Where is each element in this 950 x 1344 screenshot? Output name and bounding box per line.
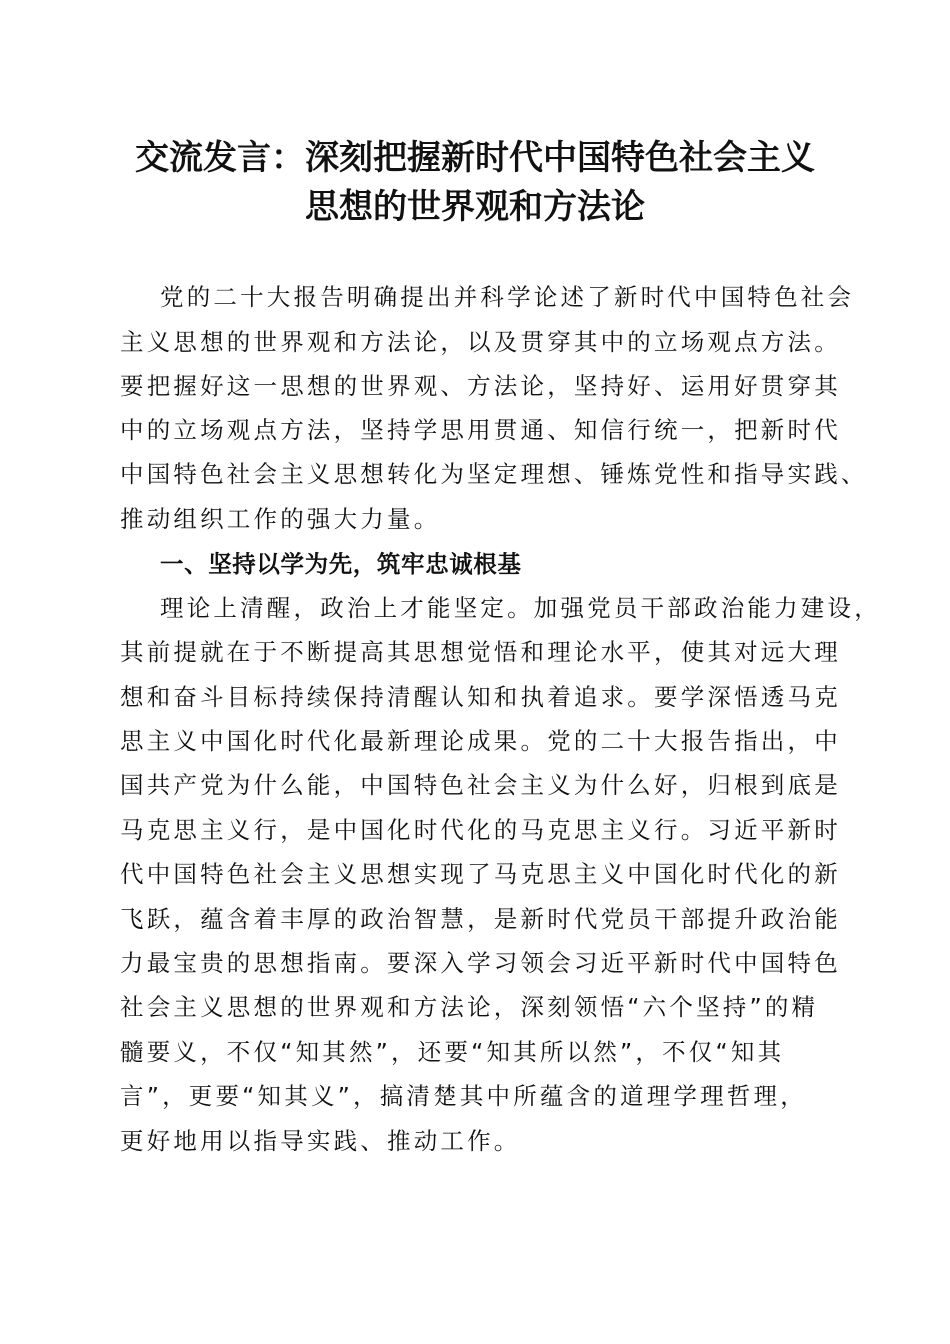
document-title-line-2: 思想的世界观和方法论 xyxy=(305,187,645,227)
paragraph-2-line: 言”，更要“知其义”，搞清楚其中所蕴含的道理学理哲理， xyxy=(120,1082,807,1110)
paragraph-1-line: 主义思想的世界观和方法论，以及贯穿其中的立场观点方法。 xyxy=(120,328,841,356)
paragraph-1-line: 中的立场观点方法，坚持学思用贯通、知信行统一，把新时代 xyxy=(120,416,841,444)
paragraph-2-line: 代中国特色社会主义思想实现了马克思主义中国化时代化的新 xyxy=(120,860,841,888)
paragraph-1-line: 推动组织工作的强大力量。 xyxy=(120,505,441,533)
paragraph-2-line: 想和奋斗目标持续保持清醒认知和执着追求。要学深悟透马克 xyxy=(120,683,841,711)
section-1-heading: 一、坚持以学为先，筑牢忠诚根基 xyxy=(160,550,522,578)
document-title-line-1: 交流发言：深刻把握新时代中国特色社会主义 xyxy=(135,138,815,178)
paragraph-2-line: 国共产党为什么能，中国特色社会主义为什么好，归根到底是 xyxy=(120,771,841,799)
paragraph-2-line: 其前提就在于不断提高其思想觉悟和理论水平，使其对远大理 xyxy=(120,638,841,666)
paragraph-2-line: 飞跃，蕴含着丰厚的政治智慧，是新时代党员干部提升政治能 xyxy=(120,905,841,933)
paragraph-1-line: 要把握好这一思想的世界观、方法论，坚持好、运用好贯穿其 xyxy=(120,372,841,400)
paragraph-2-line: 髓要义，不仅“知其然”，还要“知其所以然”，不仅“知其 xyxy=(120,1038,785,1066)
paragraph-2-line: 思主义中国化时代化最新理论成果。党的二十大报告指出，中 xyxy=(120,727,841,755)
paragraph-1-line: 中国特色社会主义思想转化为坚定理想、锤炼党性和指导实践、 xyxy=(120,460,868,488)
paragraph-2-line: 社会主义思想的世界观和方法论，深刻领悟“六个坚持”的精 xyxy=(120,993,819,1021)
paragraph-1-line: 党的二十大报告明确提出并科学论述了新时代中国特色社会 xyxy=(160,283,855,311)
paragraph-2-line: 力最宝贵的思想指南。要深入学习领会习近平新时代中国特色 xyxy=(120,949,841,977)
paragraph-2-line: 更好地用以指导实践、推动工作。 xyxy=(120,1127,521,1155)
paragraph-2-line: 马克思主义行，是中国化时代化的马克思主义行。习近平新时 xyxy=(120,816,841,844)
paragraph-2-line: 理论上清醒，政治上才能坚定。加强党员干部政治能力建设， xyxy=(160,594,881,622)
